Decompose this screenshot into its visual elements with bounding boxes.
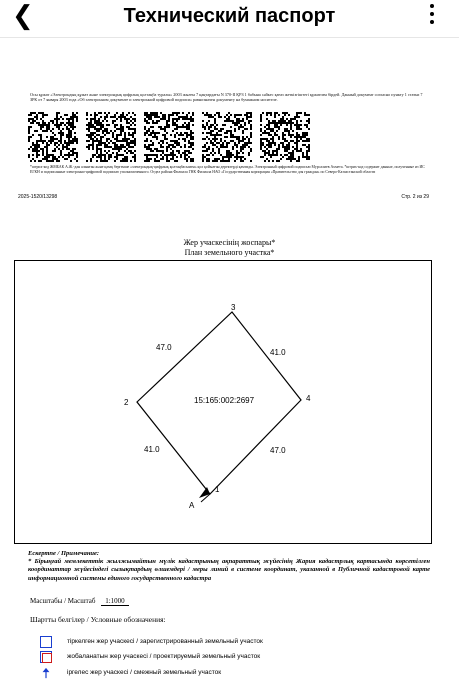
legend-heading: Шартты белгілер / Условные обозначения: bbox=[30, 615, 166, 624]
edge-label-4-1: 47.0 bbox=[270, 446, 286, 455]
qr-code-row bbox=[28, 112, 318, 162]
blue-square-icon bbox=[40, 636, 52, 648]
header-divider bbox=[0, 37, 459, 38]
more-vertical-icon[interactable] bbox=[429, 4, 435, 30]
qr-code-5 bbox=[260, 112, 310, 162]
qr-code-2 bbox=[86, 112, 136, 162]
notes-body: * Бірыңғай мемлекеттік жылжымайтын мүлік кадастрының ақпараттық жүйесінің Жария кадастрлық картасында көрсетілген координаттар жүйесіндегі сызықтардың өлшемдері / меры линий в системе координат, указанной в Публичной кадастровой карте информационной системы единого государственного кадастра bbox=[28, 558, 430, 582]
start-arrow-icon bbox=[199, 487, 210, 498]
scale-label: Масштабы / Масштаб bbox=[30, 597, 96, 605]
vertex-label-1: 1 bbox=[215, 485, 220, 494]
legend-item-adjacent bbox=[40, 667, 430, 681]
qr-code-4 bbox=[202, 112, 252, 162]
scale-row bbox=[30, 597, 129, 606]
edge-label-3-4: 41.0 bbox=[270, 348, 286, 357]
plan-title-kz: Жер учаскесінің жоспары* bbox=[183, 238, 276, 247]
chevron-left-icon[interactable]: ❮ bbox=[12, 1, 34, 31]
qr-footnote: *штрих-код ЖМБАК А.Ж.-дан алынған және қазақ бергенше «электрондық-цифрлық қолтаңбасымен» қол қойылған деректерді қамтиды. Электронный цифровой подписью Мурсалиев Ахмета. *штрих-код содержит данные, полученные из ИС ЕГКН и подписанные электронно-цифровой подписью уполномоченного. Отдел района Филиала ГНК Филиала НАО «Государственная корпорация «Правительство для граждан» по Северо-Казахстанской области bbox=[30, 165, 425, 174]
start-point-label: A bbox=[189, 501, 195, 510]
page-indicator: Стр. 2 из 29 bbox=[401, 194, 429, 200]
qr-code-1 bbox=[28, 112, 78, 162]
plan-title-ru: План земельного участка* bbox=[184, 248, 275, 257]
document-number: 2025-1520/13298 bbox=[18, 194, 58, 200]
edge-label-2-3: 47.0 bbox=[156, 343, 172, 352]
blue-red-square-icon bbox=[40, 651, 52, 663]
edge-label-1-2: 41.0 bbox=[144, 445, 160, 454]
legal-notice: Осы құжат «Электрондық құжат және электрондық цифрлық қолтаңба туралы» 2003 жылғы 7 қаңтардағы N 370-II ҚРЗ 1 бабына сәйкес қағаз жеткізгіштегі құжатпен бірдей. Данный документ согласно пункту 1 статьи 7 ЗРК от 7 января 2003 года «Об электронном документе и электронной цифровой подписи» равнозначен документу на бумажном носителе. bbox=[30, 92, 423, 102]
app-header bbox=[0, 0, 459, 34]
land-plot-plan bbox=[14, 260, 432, 544]
legend-label: іргелес жер учаскесі / смежный земельный участок bbox=[67, 669, 222, 676]
legend-item-projected bbox=[40, 651, 430, 665]
page-title: Технический паспорт bbox=[123, 5, 336, 27]
vertex-label-3: 3 bbox=[231, 303, 236, 312]
vertex-label-2: 2 bbox=[124, 398, 129, 407]
notes-heading: Ескертпе / Примечание: bbox=[28, 550, 100, 557]
arrow-up-icon bbox=[40, 667, 52, 679]
legend-label: жобаланатын жер учаскесі / проектируемый земельный участок bbox=[67, 653, 261, 660]
scale-value: 1:1000 bbox=[101, 597, 128, 606]
vertex-label-4: 4 bbox=[306, 394, 311, 403]
qr-code-3 bbox=[144, 112, 194, 162]
legend-item-registered bbox=[40, 636, 430, 650]
legend-label: тіркелген жер учаскесі / зарегистрированный земельный участок bbox=[67, 638, 263, 645]
parcel-id-label: 15:165:002:2697 bbox=[194, 396, 255, 405]
